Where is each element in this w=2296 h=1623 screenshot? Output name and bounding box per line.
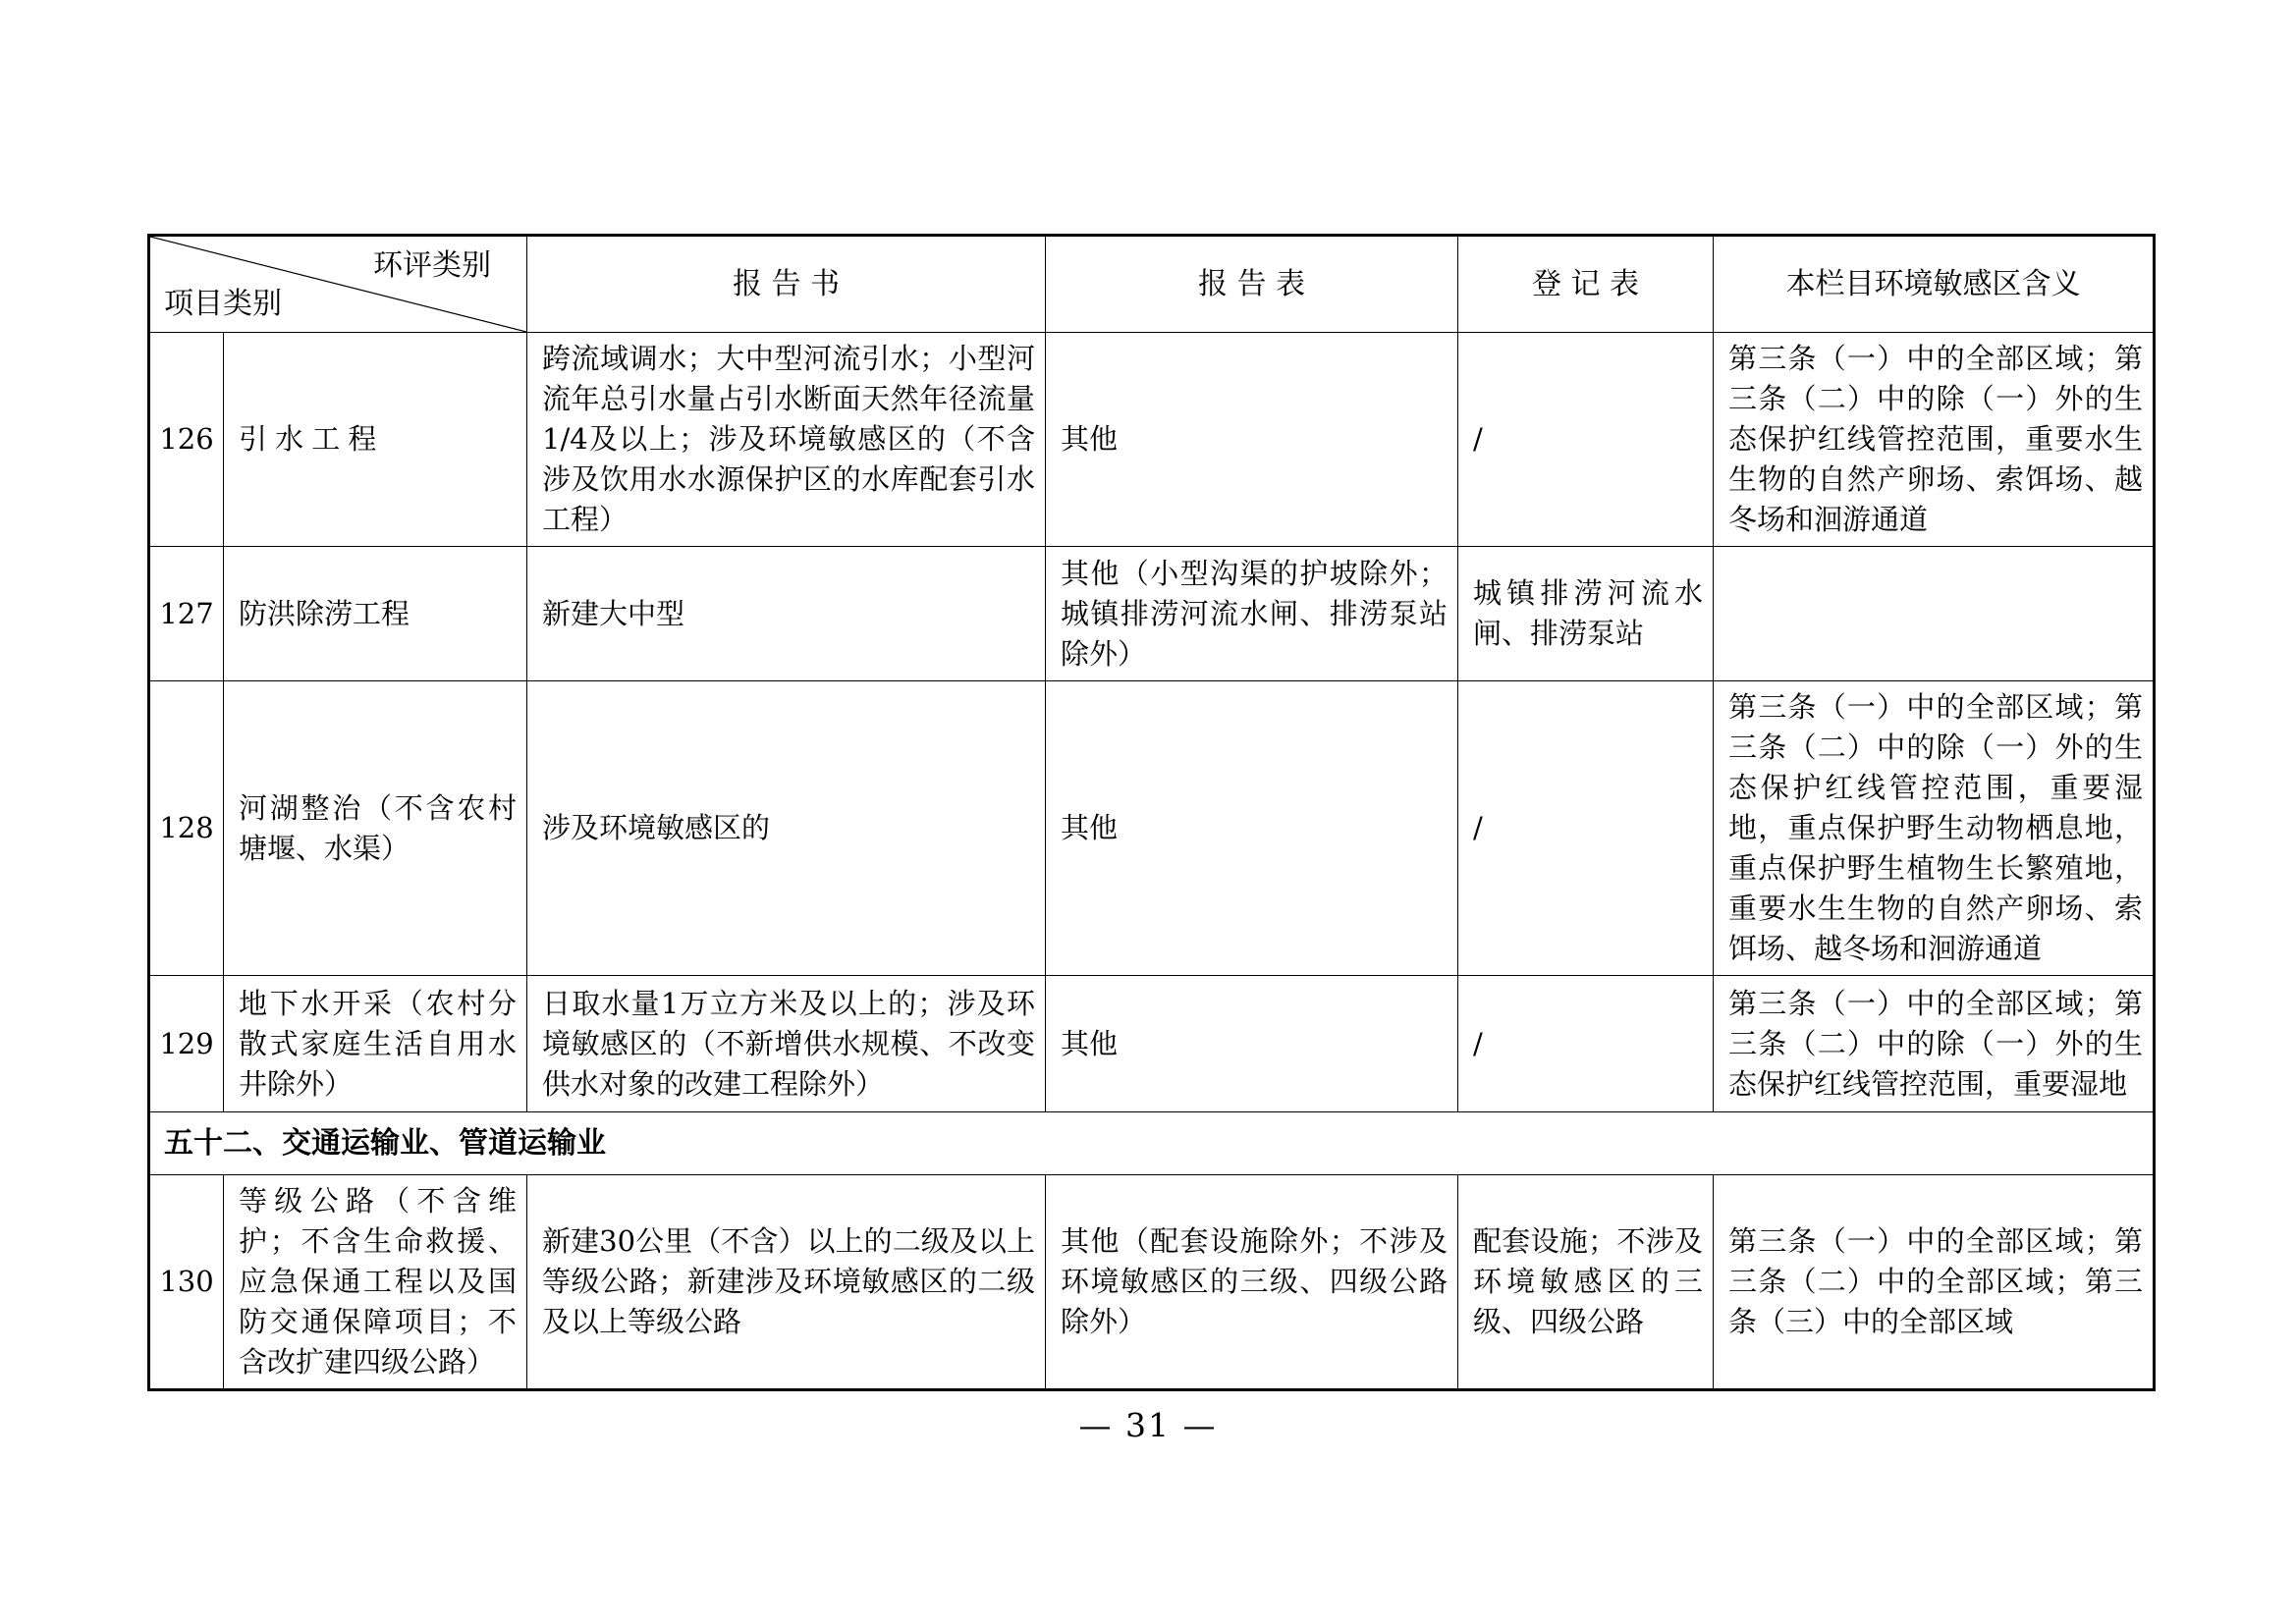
row-129-report-form: 其他 <box>1046 976 1458 1112</box>
row-128-sensitive-meaning: 第三条（一）中的全部区域；第三条（二）中的除（一）外的生态保护红线管控范围，重要湿地，重点保护野生动物栖息地，重点保护野生植物生长繁殖地，重要水生生物的自然产卵场、索饵场、越冬场和洄游通道 <box>1714 681 2155 976</box>
row-127-id: 127 <box>149 547 224 681</box>
row-126-report-book: 跨流域调水；大中型河流引水；小型河流年总引水量占引水断面天然年径流量1/4及以上；涉及环境敏感区的（不含涉及饮用水水源保护区的水库配套引水工程） <box>527 333 1046 547</box>
row-129-report-book: 日取水量1万立方米及以上的；涉及环境敏感区的（不新增供水规模、不改变供水对象的改建工程除外） <box>527 976 1046 1112</box>
row-126-report-form: 其他 <box>1046 333 1458 547</box>
header-report-form: 报 告 表 <box>1046 236 1458 333</box>
header-project-category-label: 项目类别 <box>164 287 282 321</box>
row-130-sensitive-meaning: 第三条（一）中的全部区域；第三条（二）中的全部区域；第三条（三）中的全部区域 <box>1714 1175 2155 1390</box>
table-row-128 <box>149 681 2155 976</box>
row-129-id: 129 <box>149 976 224 1112</box>
row-128-report-book: 涉及环境敏感区的 <box>527 681 1046 976</box>
table-row-126 <box>149 333 2155 547</box>
row-128-id: 128 <box>149 681 224 976</box>
row-127-report-book: 新建大中型 <box>527 547 1046 681</box>
table-row-129 <box>149 976 2155 1112</box>
table-row-127 <box>149 547 2155 681</box>
row-130-id: 130 <box>149 1175 224 1390</box>
table-header-row <box>149 236 2155 333</box>
row-126-sensitive-meaning: 第三条（一）中的全部区域；第三条（二）中的除（一）外的生态保护红线管控范围，重要水生生物的自然产卵场、索饵场、越冬场和洄游通道 <box>1714 333 2155 547</box>
row-130-report-book: 新建30公里（不含）以上的二级及以上等级公路；新建涉及环境敏感区的二级及以上等级公路 <box>527 1175 1046 1390</box>
section-title: 五十二、交通运输业、管道运输业 <box>149 1112 2155 1175</box>
row-130-report-form: 其他（配套设施除外；不涉及环境敏感区的三级、四级公路除外） <box>1046 1175 1458 1390</box>
row-127-report-form: 其他（小型沟渠的护坡除外；城镇排涝河流水闸、排涝泵站除外） <box>1046 547 1458 681</box>
row-130-category: 等级公路（不含维护；不含生命救援、应急保通工程以及国防交通保障项目；不含改扩建四级公路） <box>224 1175 527 1390</box>
row-130-registration-form: 配套设施；不涉及环境敏感区的三级、四级公路 <box>1458 1175 1714 1390</box>
header-report-book: 报 告 书 <box>527 236 1046 333</box>
page-number: — 31 — <box>1078 1406 1218 1444</box>
row-128-report-form: 其他 <box>1046 681 1458 976</box>
row-128-registration-form: / <box>1458 681 1714 976</box>
header-eia-category-label: 环评类别 <box>373 248 491 283</box>
diagonal-header-cell <box>149 236 527 333</box>
header-sensitive-area-meaning: 本栏目环境敏感区含义 <box>1714 236 2155 333</box>
row-127-category: 防洪除涝工程 <box>224 547 527 681</box>
row-126-registration-form: / <box>1458 333 1714 547</box>
row-126-category: 引水工程 <box>224 333 527 547</box>
row-127-sensitive-meaning <box>1714 547 2155 681</box>
row-129-category: 地下水开采（农村分散式家庭生活自用水井除外） <box>224 976 527 1112</box>
row-129-registration-form: / <box>1458 976 1714 1112</box>
table-row-130 <box>149 1175 2155 1390</box>
row-127-registration-form: 城镇排涝河流水闸、排涝泵站 <box>1458 547 1714 681</box>
section-header-row <box>149 1112 2155 1175</box>
header-registration-form: 登 记 表 <box>1458 236 1714 333</box>
row-126-id: 126 <box>149 333 224 547</box>
row-128-category: 河湖整治（不含农村塘堰、水渠） <box>224 681 527 976</box>
row-129-sensitive-meaning: 第三条（一）中的全部区域；第三条（二）中的除（一）外的生态保护红线管控范围，重要湿地 <box>1714 976 2155 1112</box>
eia-classification-table <box>147 234 2156 1391</box>
